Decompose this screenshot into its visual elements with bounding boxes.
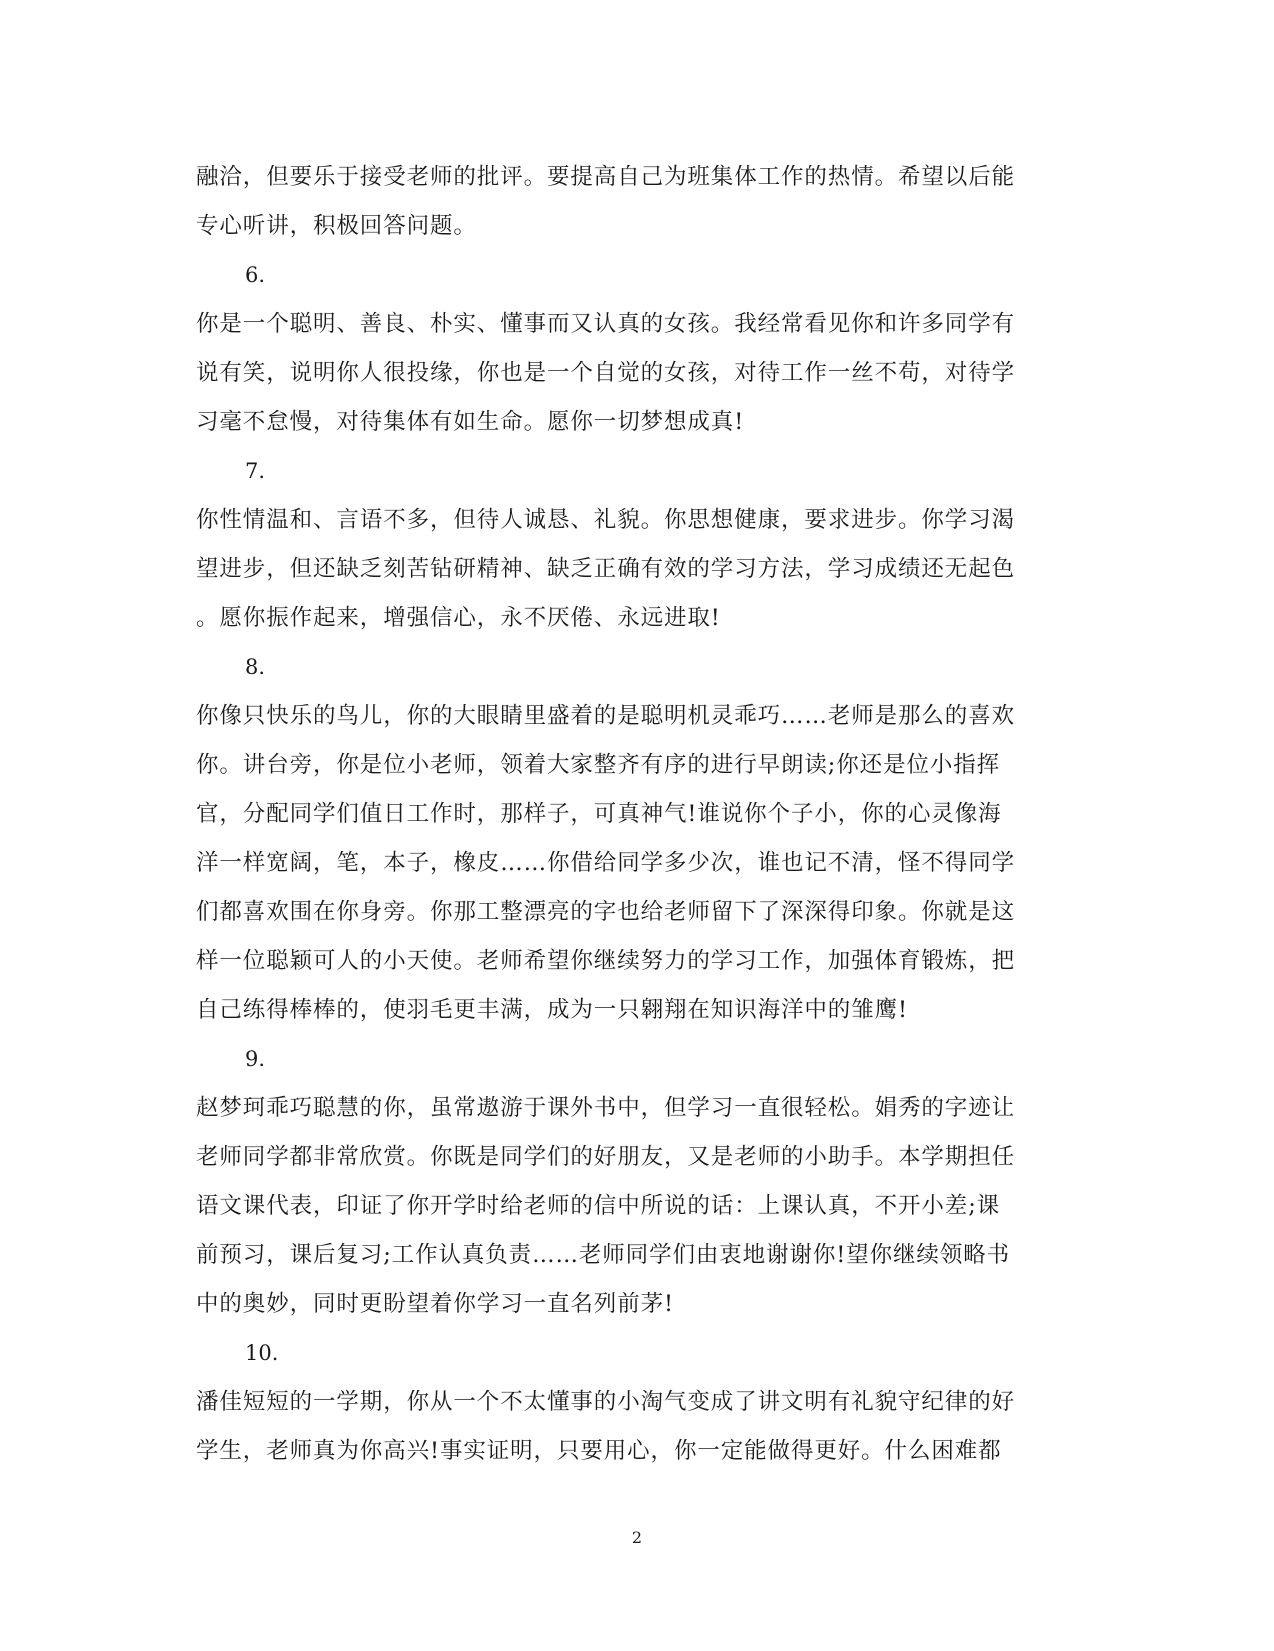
- text-line: 你。讲台旁，你是位小老师，领着大家整齐有序的进行早朗读;你还是位小指挥: [196, 752, 1001, 778]
- text-line: 自己练得棒棒的，使羽毛更丰满，成为一只翱翔在知识海洋中的雏鹰!: [196, 997, 908, 1023]
- text-line: 洋一样宽阔，笔，本子，橡皮……你借给同学多少次，谁也记不清，怪不得同学: [196, 850, 1016, 876]
- item-number: 7.: [245, 459, 266, 483]
- text-line: 你是一个聪明、善良、朴实、懂事而又认真的女孩。我经常看见你和许多同学有: [196, 311, 1016, 337]
- text-line: 说有笑，说明你人很投缘，你也是一个自觉的女孩，对待工作一丝不苟，对待学: [196, 360, 1016, 386]
- text-line: 们都喜欢围在你身旁。你那工整漂亮的字也给老师留下了深深得印象。你就是这: [196, 899, 1016, 925]
- paragraph: [196, 1378, 1076, 1476]
- text-line: 学生，老师真为你高兴!事实证明，只要用心，你一定能做得更好。什么困难都: [196, 1438, 1002, 1464]
- paragraph: [196, 153, 1076, 251]
- text-line: 望进步，但还缺乏刻苦钻研精神、缺乏正确有效的学习方法，学习成绩还无起色: [196, 556, 1016, 582]
- text-line: 中的奥妙，同时更盼望着你学习一直名列前茅!: [196, 1291, 674, 1317]
- paragraph: [196, 300, 1076, 447]
- text-line: 专心听讲，积极回答问题。: [196, 213, 477, 239]
- text-line: 前预习，课后复习;工作认真负责……老师同学们由衷地谢谢你!望你继续领略书: [196, 1242, 1011, 1268]
- paragraph: [196, 1084, 1076, 1329]
- item-number: 9.: [245, 1047, 266, 1071]
- text-line: 习毫不怠慢，对待集体有如生命。愿你一切梦想成真!: [196, 409, 745, 435]
- item-number: 6.: [245, 263, 266, 287]
- document-body: [196, 153, 1076, 1476]
- page-number: 2: [631, 1528, 643, 1547]
- text-line: 样一位聪颖可人的小天使。老师希望你继续努力的学习工作，加强体育锻炼，把: [196, 948, 1016, 974]
- text-line: 。愿你振作起来，增强信心，永不厌倦、永远进取!: [196, 605, 721, 631]
- text-line: 老师同学都非常欣赏。你既是同学们的好朋友，又是老师的小助手。本学期担任: [196, 1144, 1016, 1170]
- paragraph: [196, 496, 1076, 643]
- text-line: 赵梦珂乖巧聪慧的你，虽常遨游于课外书中，但学习一直很轻松。娟秀的字迹让: [196, 1095, 1016, 1121]
- text-line: 潘佳短短的一学期，你从一个不太懂事的小淘气变成了讲文明有礼貌守纪律的好: [196, 1389, 1016, 1415]
- text-line: 你像只快乐的鸟儿，你的大眼睛里盛着的是聪明机灵乖巧……老师是那么的喜欢: [196, 703, 1016, 729]
- paragraph: [196, 692, 1076, 1035]
- text-line: 语文课代表，印证了你开学时给老师的信中所说的话：上课认真，不开小差;课: [196, 1193, 1001, 1219]
- text-line: 你性情温和、言语不多，但待人诚恳、礼貌。你思想健康，要求进步。你学习渴: [196, 507, 1016, 533]
- item-number: 10.: [245, 1341, 279, 1365]
- text-line: 融洽，但要乐于接受老师的批评。要提高自己为班集体工作的热情。希望以后能: [196, 164, 1016, 190]
- item-number: 8.: [245, 655, 266, 679]
- text-line: 官，分配同学们值日工作时，那样子，可真神气!谁说你个子小，你的心灵像海: [196, 801, 1002, 827]
